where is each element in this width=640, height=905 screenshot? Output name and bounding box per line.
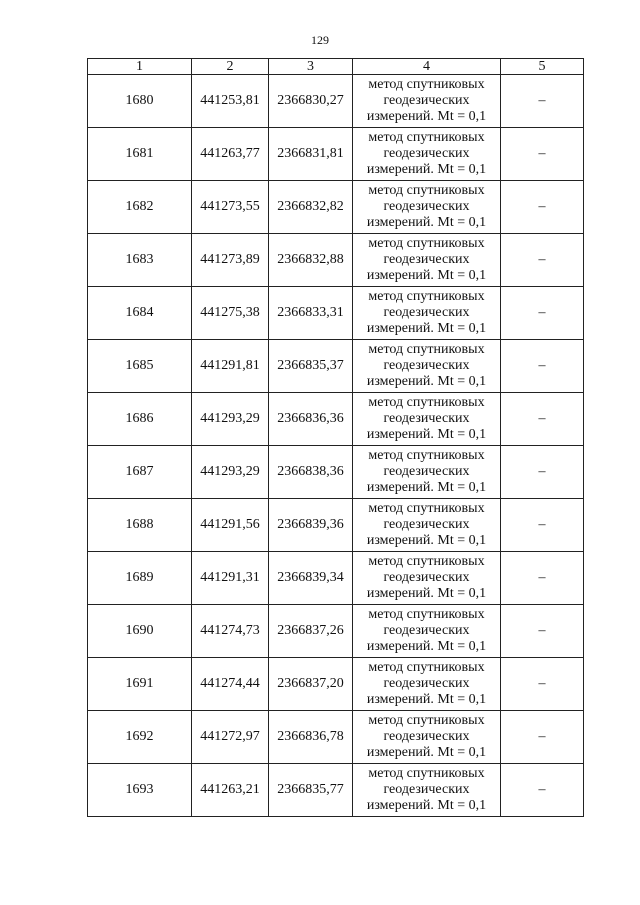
x-coordinate-cell: 441273,89 (192, 234, 269, 287)
column-5-cell: – (501, 393, 584, 446)
method-line-1: метод спутниковых (368, 660, 485, 675)
column-5-cell: – (501, 711, 584, 764)
y-coordinate-cell: 2366831,81 (269, 128, 353, 181)
table-row (88, 658, 584, 711)
table-row (88, 75, 584, 128)
method-line-1: метод спутниковых (368, 395, 485, 410)
method-line-1: метод спутниковых (368, 448, 485, 463)
method-line-1: метод спутниковых (368, 554, 485, 569)
method-line-3: измерений. Mt = 0,1 (366, 109, 487, 124)
coordinates-table (87, 58, 584, 817)
method-line-1: метод спутниковых (368, 713, 485, 728)
method-line-2: геодезических (383, 252, 470, 267)
y-coordinate-cell: 2366835,37 (269, 340, 353, 393)
method-line-3: измерений. Mt = 0,1 (366, 427, 487, 442)
table-row (88, 287, 584, 340)
y-coordinate-cell: 2366833,31 (269, 287, 353, 340)
method-line-3: измерений. Mt = 0,1 (366, 692, 487, 707)
method-line-2: геодезических (383, 305, 470, 320)
method-line-3: измерений. Mt = 0,1 (366, 480, 487, 495)
point-number-cell: 1692 (88, 711, 192, 764)
column-5-cell: – (501, 287, 584, 340)
method-line-2: геодезических (383, 570, 470, 585)
x-coordinate-cell: 441273,55 (192, 181, 269, 234)
column-5-cell: – (501, 340, 584, 393)
method-line-1: метод спутниковых (368, 766, 485, 781)
method-line-2: геодезических (383, 93, 470, 108)
table-row (88, 605, 584, 658)
method-line-2: геодезических (383, 358, 470, 373)
x-coordinate-cell: 441274,44 (192, 658, 269, 711)
method-line-1: метод спутниковых (368, 183, 485, 198)
column-5-cell: – (501, 499, 584, 552)
y-coordinate-cell: 2366837,20 (269, 658, 353, 711)
y-coordinate-cell: 2366836,36 (269, 393, 353, 446)
point-number-cell: 1682 (88, 181, 192, 234)
column-5-cell: – (501, 234, 584, 287)
method-cell (353, 446, 501, 499)
method-line-3: измерений. Mt = 0,1 (366, 533, 487, 548)
x-coordinate-cell: 441253,81 (192, 75, 269, 128)
method-cell (353, 234, 501, 287)
x-coordinate-cell: 441291,56 (192, 499, 269, 552)
table-row (88, 181, 584, 234)
point-number-cell: 1683 (88, 234, 192, 287)
point-number-cell: 1680 (88, 75, 192, 128)
method-line-2: геодезических (383, 729, 470, 744)
column-5-cell: – (501, 605, 584, 658)
method-line-3: измерений. Mt = 0,1 (366, 215, 487, 230)
point-number-cell: 1691 (88, 658, 192, 711)
table-row (88, 393, 584, 446)
method-line-2: геодезических (383, 782, 470, 797)
column-header-5: 5 (501, 59, 584, 75)
point-number-cell: 1681 (88, 128, 192, 181)
header-row (88, 59, 584, 75)
column-5-cell: – (501, 128, 584, 181)
table-row (88, 711, 584, 764)
method-cell (353, 393, 501, 446)
point-number-cell: 1685 (88, 340, 192, 393)
method-line-3: измерений. Mt = 0,1 (366, 268, 487, 283)
table-row (88, 234, 584, 287)
column-header-4: 4 (353, 59, 501, 75)
table-row (88, 552, 584, 605)
method-line-2: геодезических (383, 623, 470, 638)
method-line-2: геодезических (383, 199, 470, 214)
column-header-1: 1 (88, 59, 192, 75)
method-line-1: метод спутниковых (368, 130, 485, 145)
method-line-2: геодезических (383, 146, 470, 161)
point-number-cell: 1690 (88, 605, 192, 658)
method-cell (353, 287, 501, 340)
y-coordinate-cell: 2366836,78 (269, 711, 353, 764)
point-number-cell: 1686 (88, 393, 192, 446)
column-5-cell: – (501, 764, 584, 817)
method-cell (353, 764, 501, 817)
y-coordinate-cell: 2366839,36 (269, 499, 353, 552)
x-coordinate-cell: 441293,29 (192, 446, 269, 499)
y-coordinate-cell: 2366839,34 (269, 552, 353, 605)
method-line-2: геодезических (383, 676, 470, 691)
method-line-1: метод спутниковых (368, 342, 485, 357)
column-header-2: 2 (192, 59, 269, 75)
method-cell (353, 711, 501, 764)
table-row (88, 128, 584, 181)
y-coordinate-cell: 2366838,36 (269, 446, 353, 499)
method-cell (353, 658, 501, 711)
method-line-2: геодезических (383, 411, 470, 426)
column-5-cell: – (501, 552, 584, 605)
table-row (88, 764, 584, 817)
method-line-1: метод спутниковых (368, 77, 485, 92)
method-cell (353, 128, 501, 181)
y-coordinate-cell: 2366832,88 (269, 234, 353, 287)
point-number-cell: 1687 (88, 446, 192, 499)
table-row (88, 446, 584, 499)
method-line-1: метод спутниковых (368, 501, 485, 516)
table-row (88, 340, 584, 393)
method-line-3: измерений. Mt = 0,1 (366, 745, 487, 760)
method-line-3: измерений. Mt = 0,1 (366, 798, 487, 813)
column-5-cell: – (501, 181, 584, 234)
point-number-cell: 1684 (88, 287, 192, 340)
method-line-2: геодезических (383, 464, 470, 479)
x-coordinate-cell: 441263,77 (192, 128, 269, 181)
method-line-2: геодезических (383, 517, 470, 532)
method-line-3: измерений. Mt = 0,1 (366, 586, 487, 601)
point-number-cell: 1693 (88, 764, 192, 817)
column-5-cell: – (501, 658, 584, 711)
x-coordinate-cell: 441291,31 (192, 552, 269, 605)
method-cell (353, 75, 501, 128)
x-coordinate-cell: 441272,97 (192, 711, 269, 764)
y-coordinate-cell: 2366832,82 (269, 181, 353, 234)
x-coordinate-cell: 441293,29 (192, 393, 269, 446)
method-line-1: метод спутниковых (368, 289, 485, 304)
page-number: 129 (311, 33, 329, 47)
method-line-3: измерений. Mt = 0,1 (366, 162, 487, 177)
x-coordinate-cell: 441274,73 (192, 605, 269, 658)
method-cell (353, 552, 501, 605)
column-5-cell: – (501, 75, 584, 128)
y-coordinate-cell: 2366837,26 (269, 605, 353, 658)
method-cell (353, 499, 501, 552)
column-header-3: 3 (269, 59, 353, 75)
table-row (88, 499, 584, 552)
method-cell (353, 181, 501, 234)
x-coordinate-cell: 441263,21 (192, 764, 269, 817)
method-line-3: измерений. Mt = 0,1 (366, 639, 487, 654)
column-5-cell: – (501, 446, 584, 499)
method-line-3: измерений. Mt = 0,1 (366, 321, 487, 336)
y-coordinate-cell: 2366830,27 (269, 75, 353, 128)
x-coordinate-cell: 441291,81 (192, 340, 269, 393)
y-coordinate-cell: 2366835,77 (269, 764, 353, 817)
point-number-cell: 1689 (88, 552, 192, 605)
x-coordinate-cell: 441275,38 (192, 287, 269, 340)
table-body (88, 75, 584, 817)
method-line-3: измерений. Mt = 0,1 (366, 374, 487, 389)
point-number-cell: 1688 (88, 499, 192, 552)
method-cell (353, 605, 501, 658)
method-line-1: метод спутниковых (368, 607, 485, 622)
method-cell (353, 340, 501, 393)
method-line-1: метод спутниковых (368, 236, 485, 251)
